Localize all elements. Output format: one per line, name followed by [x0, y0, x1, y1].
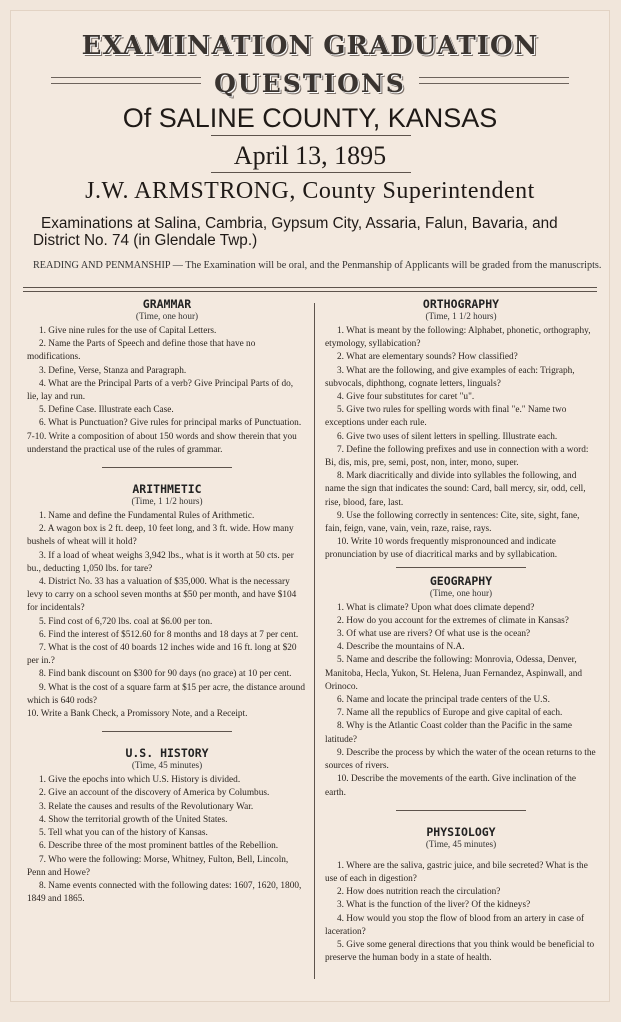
section-title: GEOGRAPHY: [429, 573, 493, 588]
section-time: (Time, 45 minutes): [131, 760, 203, 771]
question: 2. What are elementary sounds? How classified?: [337, 352, 518, 363]
orthography-section: [325, 297, 597, 563]
reading-penmanship-note: READING AND PENMANSHIP — The Examination will be oral, and the Penmanship of Applicants will be graded from the manuscripts.: [33, 260, 602, 271]
section-divider: [396, 810, 526, 811]
question: 8. Why is the Atlantic Coast colder than the Pacific in the same latitude?: [325, 721, 573, 745]
divider-rule: [211, 172, 411, 173]
section-title: PHYSIOLOGY: [426, 824, 496, 839]
question: 2. How does nutrition reach the circulation?: [337, 887, 501, 898]
question: 6. Find the interest of $512.60 for 8 months and 18 days at 7 per cent.: [39, 629, 299, 640]
column-separator: [314, 303, 315, 979]
question: 9. Describe the process by which the water of the ocean returns to the sources of rivers.: [325, 747, 596, 772]
right-column: [325, 297, 597, 965]
section-time: (Time, 1 1/2 hours): [425, 311, 497, 321]
question: 2. A wagon box is 2 ft. deep, 10 feet long, and 3 ft. wide. How many bushels of wheat will it hold?: [27, 524, 294, 548]
question: 10. Write a Bank Check, a Promissory Note, and a Receipt.: [27, 709, 248, 720]
question: 9. Use the following correctly in sentences: Cite, site, sight, fane, fain, feign, vane, vain, vein, raze, raise, rays.: [325, 510, 580, 535]
question: 6. Name and locate the principal trade centers of the U.S.: [337, 695, 550, 706]
question: 2. Give an account of the discovery of America by Columbus.: [39, 788, 270, 799]
title-examination-graduation: EXAMINATION GRADUATION: [81, 31, 539, 61]
question: 1. Where are the saliva, gastric juice, and bile secreted? What is the use of each in digestion?: [325, 860, 588, 884]
section-rule-top: [23, 287, 597, 288]
section-divider: [102, 467, 232, 468]
section-title: GRAMMAR: [142, 297, 192, 311]
question: 3. Relate the causes and results of the Revolutionary War.: [39, 801, 254, 812]
exam-date: April 13, 1895: [233, 141, 387, 170]
us-history-section: [27, 746, 307, 906]
physiology-section: [325, 825, 597, 966]
question: 3. Define, Verse, Stanza and Paragraph.: [39, 365, 187, 376]
question: 4. Describe the mountains of N.A.: [337, 642, 465, 653]
section-time: (Time, one hour): [135, 311, 199, 321]
question: 3. What is the function of the liver? Of the kidneys?: [337, 900, 531, 911]
question: 5. Find cost of 6,720 lbs. coal at $6.00 per ton.: [39, 616, 213, 627]
superintendent: J.W. ARMSTRONG, County Superintendent: [85, 178, 535, 204]
question: 8. Find bank discount on $300 for 90 days (no grace) at 10 per cent.: [39, 669, 292, 680]
question: 4. How would you stop the flow of blood from an artery in case of laceration?: [325, 913, 585, 937]
county-heading: Of SALINE COUNTY, KANSAS: [122, 103, 498, 133]
question: 3. What are the following, and give examples of each: Trigraph, subvocals, diphthong, cognate letters, linguals?: [325, 365, 575, 389]
question: 3. Of what use are rivers? Of what use is the ocean?: [337, 629, 531, 640]
question: 8. Name events connected with the following dates: 1607, 1620, 1800, 1849 and 1865.: [27, 880, 302, 905]
question: 5. Tell what you can of the history of Kansas.: [39, 828, 208, 839]
question: 4. Show the territorial growth of the United States.: [39, 814, 228, 825]
question: 5. Name and describe the following: Monrovia, Odessa, Denver, Manitoba, Hecla, Yukon, St. Helena, Juan Fernandez, Aspinwall, and Orinoco.: [325, 655, 583, 692]
section-title: ARITHMETIC: [132, 482, 202, 497]
divider-rule: [211, 135, 411, 136]
question: 6. Describe three of the most prominent battles of the Rebellion.: [39, 841, 279, 852]
question: 10. Write 10 words frequently mispronounced and indicate pronunciation by use of diacritical marks and by syllabication.: [325, 537, 558, 561]
question: 1. Name and define the Fundamental Rules of Arithmetic.: [39, 511, 255, 522]
section-divider: [102, 731, 232, 732]
question: 10. Describe the movements of the earth. Give inclination of the earth.: [325, 774, 577, 798]
arithmetic-section: [27, 482, 307, 721]
title-questions: QUESTIONS: [214, 69, 406, 98]
section-time: (Time, one hour): [429, 587, 493, 598]
section-title: ORTHOGRAPHY: [422, 297, 500, 311]
question: 1. What is meant by the following: Alphabet, phonetic, orthography, etymology, syllabication?: [325, 326, 591, 350]
question: 8. Mark diacritically and divide into syllables the following, and name the sign that indicates the sound: Card, ball mercy, sir, odd, cell, rise, blood, fare, last.: [325, 471, 586, 508]
question: 4. What are the Principal Parts of a verb? Give Principal Parts of do, lie, lay and run.: [27, 378, 294, 403]
question: 1. Give the epochs into which U.S. History is divided.: [39, 775, 241, 786]
section-title: U.S. HISTORY: [125, 746, 209, 761]
questions-banner: [11, 69, 609, 99]
exam-locations: Examinations at Salina, Cambria, Gypsum City, Assaria, Falun, Bavaria, and District No. 74 (in Glendale Twp.): [33, 215, 558, 249]
question: 3. If a load of wheat weighs 3,942 lbs., what is it worth at 50 cts. per bu., deducting 1,050 lbs. for tare?: [27, 550, 294, 574]
question: 7. Who were the following: Morse, Whitney, Fulton, Bell, Lincoln, Penn and Howe?: [27, 854, 289, 878]
question: 2. How do you account for the extremes of climate in Kansas?: [337, 615, 569, 626]
question: 4. District No. 33 has a valuation of $35,000. What is the necessary levy to carry on a school seven months at $50 per month, and have $104 for incidentals?: [27, 577, 297, 614]
left-column: [27, 297, 307, 906]
section-divider: [396, 567, 526, 568]
question: 7. Name all the republics of Europe and give capital of each.: [337, 708, 563, 719]
question: 1. What is climate? Upon what does climate depend?: [337, 602, 535, 613]
section-time: (Time, 1 1/2 hours): [131, 496, 203, 507]
question: 1. Give nine rules for the use of Capital Letters.: [39, 326, 217, 336]
question: 2. Name the Parts of Speech and define those that have no modifications.: [27, 339, 256, 363]
question: 9. What is the cost of a square farm at $15 per acre, the distance around which is 640 rods?: [27, 682, 305, 706]
question: 4. Give four substitutes for caret "u".: [337, 392, 475, 403]
section-rule-top-double: [23, 291, 597, 292]
question: 5. Give two rules for spelling words with final "e." Name two exceptions under each rule.: [325, 405, 567, 429]
question: 7. Define the following prefixes and use in connection with a word: Bi, dis, mis, pre, semi, post, non, inter, mono, super.: [325, 444, 589, 469]
question: 7. What is the cost of 40 boards 12 inches wide and 16 ft. long at $20 per in.?: [27, 643, 297, 667]
question: 6. Give two uses of silent letters in spelling. Illustrate each.: [337, 431, 558, 442]
question: 5. Define Case. Illustrate each Case.: [39, 405, 174, 416]
geography-section: [325, 574, 597, 800]
question: 7-10. Write a composition of about 150 words and show therein that you understand the practical use of the rules of grammar.: [27, 431, 297, 455]
question: 6. What is Punctuation? Give rules for principal marks of Punctuation.: [39, 418, 302, 429]
grammar-section: [27, 297, 307, 457]
exam-page: [10, 10, 610, 1002]
question: 5. Give some general directions that you think would be beneficial to preserve the human body in a state of health.: [325, 939, 595, 964]
section-time: (Time, 45 minutes): [425, 838, 497, 849]
